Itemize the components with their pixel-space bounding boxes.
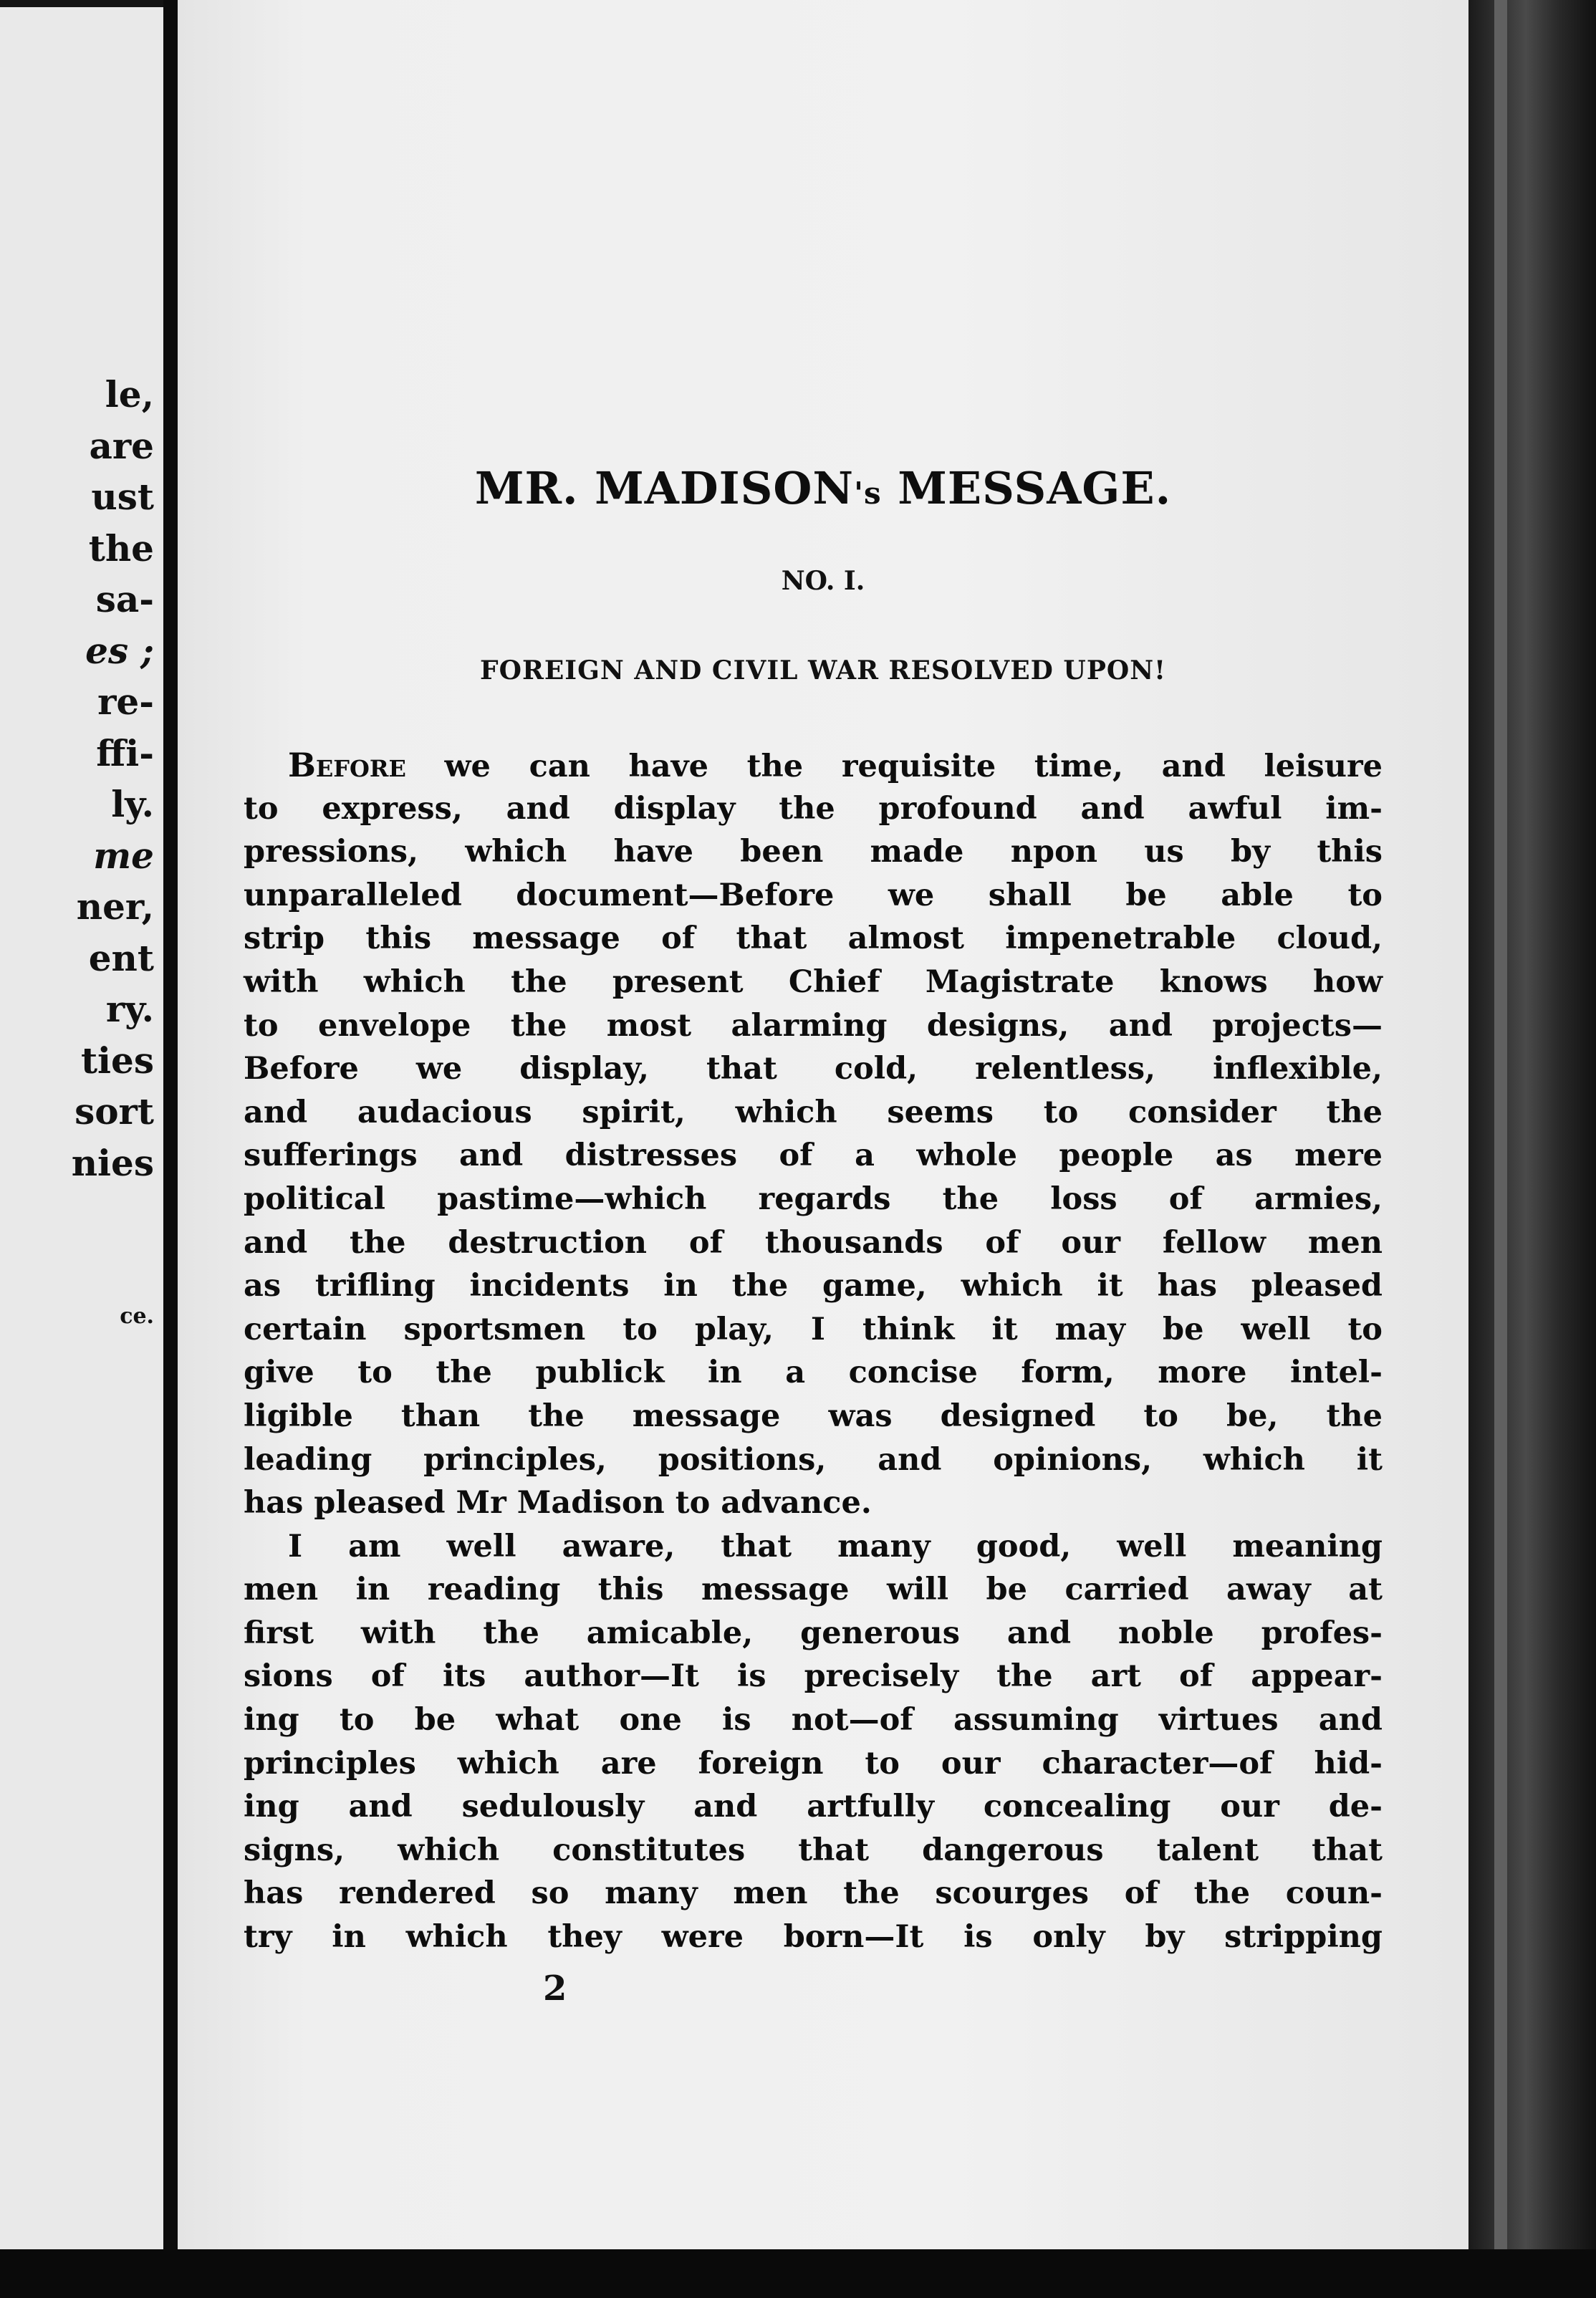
body-line: give to the publick in a concise form, more intel-	[244, 1355, 1383, 1391]
left-fragment: ner,	[76, 885, 154, 928]
body-line: as trifling incidents in the game, which it has pleased	[244, 1268, 1383, 1304]
left-fragment: sort	[74, 1090, 154, 1133]
left-fragment: es ;	[85, 629, 154, 672]
left-fragment: le,	[105, 373, 154, 415]
left-fragment: ry.	[105, 988, 154, 1030]
body-line: men in reading this message will be carried away at	[244, 1572, 1383, 1608]
body-line: has pleased Mr Madison to advance.	[244, 1485, 872, 1521]
drop-word: Before	[288, 746, 406, 784]
body-line: Before we can have the requisite time, and leisure	[288, 746, 1383, 784]
left-page-fragments	[0, 369, 154, 1342]
book-gutter	[163, 0, 178, 2298]
left-fragment: nies	[71, 1141, 154, 1184]
title-apostrophe: 's	[854, 476, 882, 511]
left-fragment: ly.	[111, 783, 154, 825]
body-line: strip this message of that almost impenetrable cloud,	[244, 920, 1383, 957]
right-book-edge	[1468, 0, 1596, 2298]
title-main: MR. MADISON	[474, 462, 855, 514]
title-end: MESSAGE.	[881, 462, 1172, 514]
left-fragment: ties	[80, 1039, 154, 1082]
left-fragment: the	[88, 527, 154, 569]
body-line: and the destruction of thousands of our fellow men	[244, 1224, 1383, 1261]
body-line: unparalleled document—Before we shall be able to	[244, 877, 1383, 913]
left-page-edge	[0, 7, 166, 2249]
body-line: I am well aware, that many good, well meaning	[288, 1528, 1383, 1564]
page-title	[178, 462, 1468, 514]
left-fragment: me	[93, 834, 154, 877]
body-line: and audacious spirit, which seems to consider the	[244, 1094, 1383, 1130]
left-fragment: ce.	[120, 1304, 154, 1329]
main-page	[178, 0, 1468, 2249]
left-fragment	[0, 1240, 154, 1292]
body-line: signs, which constitutes that dangerous talent that	[244, 1832, 1383, 1868]
body-line: ligible than the message was designed to be, the	[244, 1398, 1383, 1434]
body-line: ing and sedulously and artfully concealing our de-	[244, 1789, 1383, 1825]
body-line: with which the present Chief Magistrate knows how	[244, 963, 1383, 1000]
body-line: ing to be what one is not—of assuming virtues and	[244, 1702, 1383, 1739]
body-line: pressions, which have been made npon us by this	[244, 834, 1383, 870]
body-line: political pastime—which regards the loss of armies,	[244, 1181, 1383, 1217]
body-line: leading principles, positions, and opinions, which it	[244, 1441, 1383, 1478]
left-fragment: ffi-	[96, 731, 154, 774]
body-line: sions of its author—It is precisely the art of appear-	[244, 1658, 1383, 1695]
edge-stripe	[1494, 0, 1507, 2298]
article-subtitle: FOREIGN AND CIVIL WAR RESOLVED UPON!	[480, 655, 1166, 686]
left-fragment: ent	[88, 936, 154, 979]
left-fragment	[0, 1188, 154, 1240]
body-line: has rendered so many men the scourges of the coun-	[244, 1875, 1383, 1912]
body-text	[244, 744, 1383, 1959]
body-line: sufferings and distresses of a whole people as mere	[244, 1138, 1383, 1174]
left-fragment: re-	[97, 681, 154, 723]
body-line: first with the amicable, generous and noble profes-	[244, 1615, 1383, 1651]
body-line: to express, and display the profound and awful im-	[244, 790, 1383, 827]
left-fragment: sa-	[95, 578, 154, 620]
body-line: Before we display, that cold, relentless, inflexible,	[244, 1051, 1383, 1087]
article-number: NO. I.	[781, 566, 865, 596]
body-line: to envelope the most alarming designs, and projects—	[244, 1007, 1383, 1044]
body-line: certain sportsmen to play, I think it may be well to	[244, 1311, 1383, 1347]
left-fragment: are	[89, 424, 154, 467]
left-fragment: ust	[91, 476, 154, 518]
bottom-band	[0, 2249, 1596, 2298]
body-line: principles which are foreign to our character—of hid-	[244, 1745, 1383, 1782]
signature-mark: 2	[543, 1968, 567, 2009]
body-line: try in which they were born—It is only by stripping	[244, 1919, 1383, 1956]
